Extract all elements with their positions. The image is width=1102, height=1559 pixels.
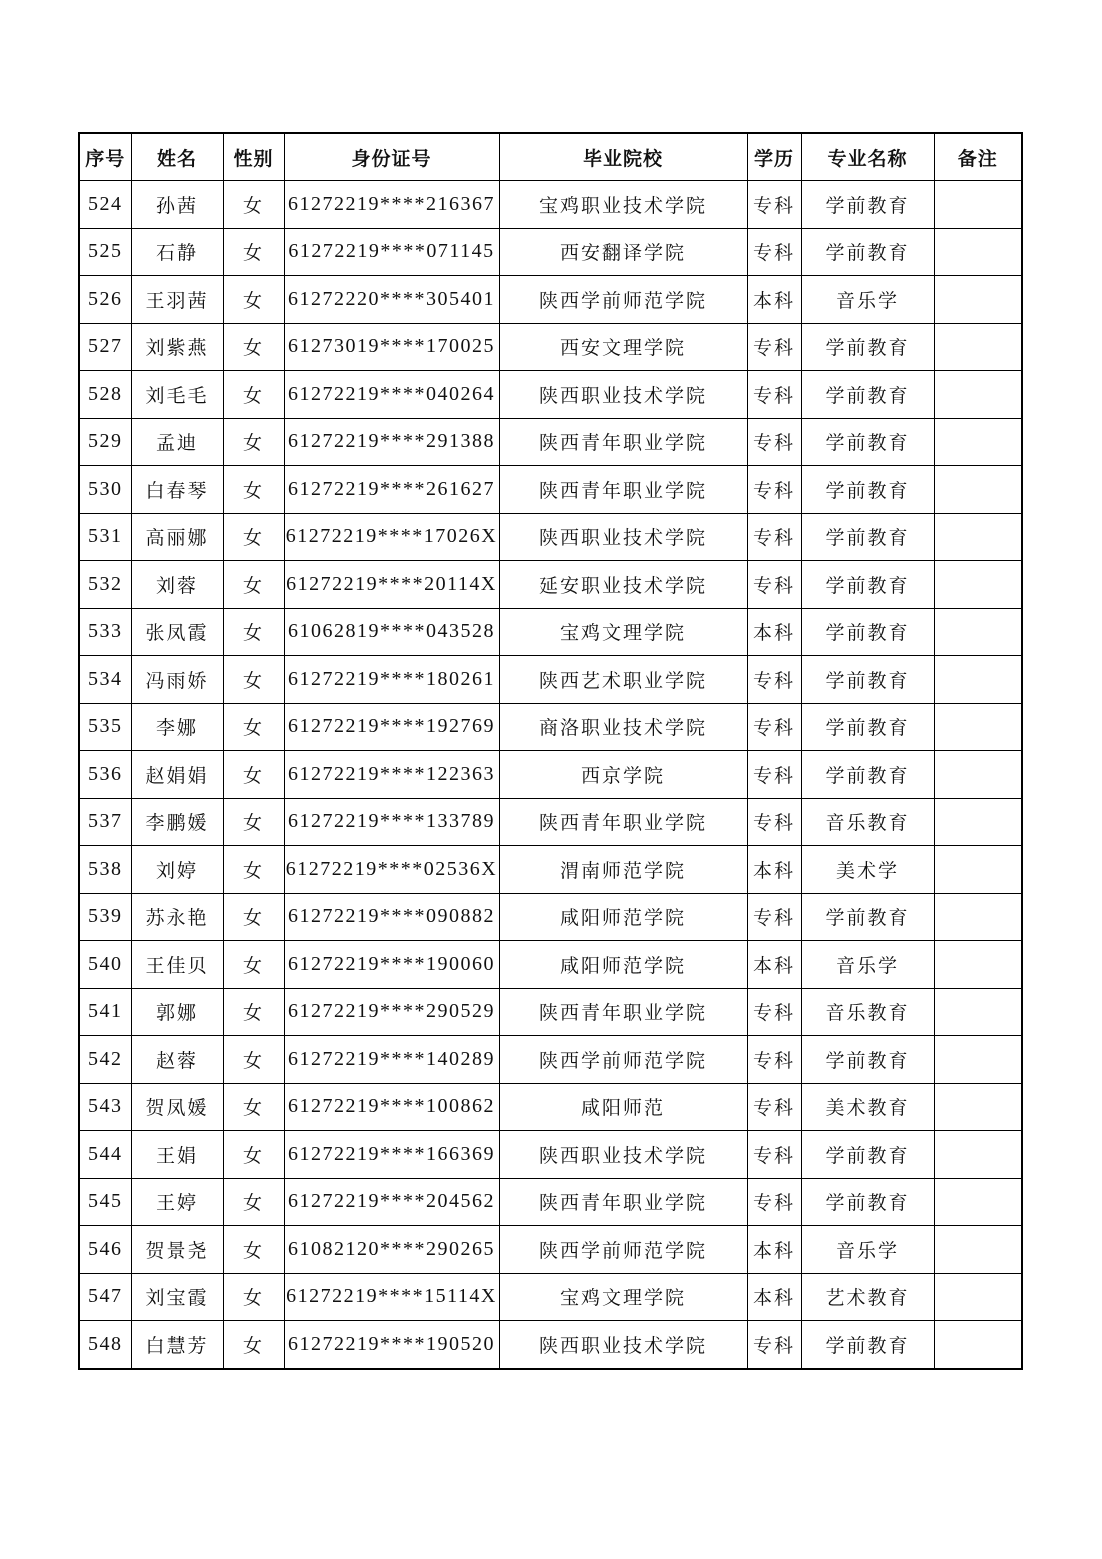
cell-major: 音乐学 (801, 1226, 934, 1274)
table-row (79, 798, 1022, 846)
cell-major: 学前教育 (801, 1178, 934, 1226)
cell-id-number: 61273019****170025 (284, 323, 499, 371)
cell-serial: 524 (79, 181, 131, 229)
cell-education: 本科 (747, 846, 801, 894)
cell-education: 专科 (747, 561, 801, 609)
cell-major: 学前教育 (801, 371, 934, 419)
table-row (79, 466, 1022, 514)
cell-school: 陕西职业技术学院 (499, 371, 747, 419)
cell-serial: 534 (79, 656, 131, 704)
cell-id-number: 61272219****071145 (284, 228, 499, 276)
cell-major: 学前教育 (801, 466, 934, 514)
cell-gender: 女 (223, 751, 284, 799)
cell-gender: 女 (223, 513, 284, 561)
cell-school: 陕西学前师范学院 (499, 276, 747, 324)
cell-gender: 女 (223, 941, 284, 989)
cell-major: 学前教育 (801, 751, 934, 799)
cell-remarks (934, 466, 1022, 514)
header-name: 姓名 (131, 133, 223, 181)
cell-education: 专科 (747, 893, 801, 941)
cell-name: 张凤霞 (131, 608, 223, 656)
cell-name: 贺景尧 (131, 1226, 223, 1274)
cell-education: 专科 (747, 1321, 801, 1369)
cell-name: 白春琴 (131, 466, 223, 514)
cell-name: 苏永艳 (131, 893, 223, 941)
cell-major: 学前教育 (801, 893, 934, 941)
cell-major: 学前教育 (801, 1131, 934, 1179)
cell-gender: 女 (223, 466, 284, 514)
cell-gender: 女 (223, 1178, 284, 1226)
table-row (79, 751, 1022, 799)
cell-education: 本科 (747, 1273, 801, 1321)
cell-remarks (934, 1178, 1022, 1226)
header-gender: 性别 (223, 133, 284, 181)
cell-education: 专科 (747, 323, 801, 371)
cell-name: 刘婷 (131, 846, 223, 894)
cell-major: 艺术教育 (801, 1273, 934, 1321)
table-row (79, 1226, 1022, 1274)
cell-gender: 女 (223, 561, 284, 609)
cell-major: 美术学 (801, 846, 934, 894)
cell-name: 刘蓉 (131, 561, 223, 609)
header-major: 专业名称 (801, 133, 934, 181)
header-id-number: 身份证号 (284, 133, 499, 181)
cell-serial: 531 (79, 513, 131, 561)
cell-gender: 女 (223, 893, 284, 941)
cell-serial: 529 (79, 418, 131, 466)
cell-major: 学前教育 (801, 228, 934, 276)
cell-name: 王婷 (131, 1178, 223, 1226)
cell-major: 学前教育 (801, 703, 934, 751)
cell-name: 李鹏媛 (131, 798, 223, 846)
cell-id-number: 61272220****305401 (284, 276, 499, 324)
table-row (79, 371, 1022, 419)
cell-school: 西安翻译学院 (499, 228, 747, 276)
cell-gender: 女 (223, 1321, 284, 1369)
cell-name: 刘毛毛 (131, 371, 223, 419)
cell-remarks (934, 1321, 1022, 1369)
cell-school: 陕西青年职业学院 (499, 1178, 747, 1226)
cell-education: 专科 (747, 798, 801, 846)
table-row (79, 1036, 1022, 1084)
cell-remarks (934, 276, 1022, 324)
cell-school: 宝鸡文理学院 (499, 608, 747, 656)
cell-id-number: 61062819****043528 (284, 608, 499, 656)
cell-id-number: 61272219****180261 (284, 656, 499, 704)
cell-school: 渭南师范学院 (499, 846, 747, 894)
cell-id-number: 61272219****133789 (284, 798, 499, 846)
cell-id-number: 61272219****100862 (284, 1083, 499, 1131)
cell-gender: 女 (223, 418, 284, 466)
cell-id-number: 61272219****20114X (284, 561, 499, 609)
roster-table (78, 132, 1023, 1370)
cell-education: 本科 (747, 608, 801, 656)
table-body (79, 181, 1022, 1369)
cell-name: 赵娟娟 (131, 751, 223, 799)
cell-id-number: 61272219****192769 (284, 703, 499, 751)
cell-gender: 女 (223, 1083, 284, 1131)
cell-serial: 532 (79, 561, 131, 609)
cell-serial: 542 (79, 1036, 131, 1084)
cell-remarks (934, 751, 1022, 799)
cell-serial: 545 (79, 1178, 131, 1226)
cell-name: 王娟 (131, 1131, 223, 1179)
table-header-row (79, 133, 1022, 181)
cell-education: 本科 (747, 276, 801, 324)
header-serial: 序号 (79, 133, 131, 181)
cell-serial: 547 (79, 1273, 131, 1321)
cell-remarks (934, 846, 1022, 894)
cell-remarks (934, 1273, 1022, 1321)
cell-education: 专科 (747, 466, 801, 514)
table-row (79, 1178, 1022, 1226)
table-row (79, 846, 1022, 894)
cell-name: 贺凤媛 (131, 1083, 223, 1131)
cell-id-number: 61272219****040264 (284, 371, 499, 419)
cell-gender: 女 (223, 371, 284, 419)
cell-school: 西京学院 (499, 751, 747, 799)
cell-education: 专科 (747, 703, 801, 751)
cell-gender: 女 (223, 228, 284, 276)
cell-id-number: 61272219****166369 (284, 1131, 499, 1179)
cell-remarks (934, 323, 1022, 371)
cell-education: 本科 (747, 1226, 801, 1274)
cell-id-number: 61272219****290529 (284, 988, 499, 1036)
cell-name: 刘紫燕 (131, 323, 223, 371)
table-row (79, 703, 1022, 751)
cell-school: 陕西青年职业学院 (499, 418, 747, 466)
cell-serial: 537 (79, 798, 131, 846)
cell-school: 陕西学前师范学院 (499, 1226, 747, 1274)
cell-serial: 536 (79, 751, 131, 799)
cell-id-number: 61272219****190060 (284, 941, 499, 989)
cell-id-number: 61272219****122363 (284, 751, 499, 799)
cell-school: 咸阳师范 (499, 1083, 747, 1131)
cell-school: 陕西青年职业学院 (499, 466, 747, 514)
table-row (79, 181, 1022, 229)
cell-gender: 女 (223, 703, 284, 751)
cell-id-number: 61272219****291388 (284, 418, 499, 466)
cell-remarks (934, 988, 1022, 1036)
table-row (79, 1131, 1022, 1179)
cell-remarks (934, 1131, 1022, 1179)
table-row (79, 418, 1022, 466)
cell-name: 郭娜 (131, 988, 223, 1036)
cell-id-number: 61272219****190520 (284, 1321, 499, 1369)
cell-remarks (934, 608, 1022, 656)
cell-school: 咸阳师范学院 (499, 941, 747, 989)
cell-remarks (934, 418, 1022, 466)
cell-remarks (934, 703, 1022, 751)
cell-school: 陕西青年职业学院 (499, 798, 747, 846)
cell-school: 西安文理学院 (499, 323, 747, 371)
cell-remarks (934, 561, 1022, 609)
cell-major: 学前教育 (801, 561, 934, 609)
cell-education: 专科 (747, 228, 801, 276)
table-row (79, 276, 1022, 324)
table-row (79, 656, 1022, 704)
cell-remarks (934, 656, 1022, 704)
cell-id-number: 61272219****17026X (284, 513, 499, 561)
table-row (79, 513, 1022, 561)
table-row (79, 988, 1022, 1036)
cell-major: 学前教育 (801, 1321, 934, 1369)
cell-gender: 女 (223, 1131, 284, 1179)
cell-gender: 女 (223, 1036, 284, 1084)
cell-major: 学前教育 (801, 608, 934, 656)
cell-school: 陕西艺术职业学院 (499, 656, 747, 704)
table-row (79, 941, 1022, 989)
cell-id-number: 61272219****15114X (284, 1273, 499, 1321)
cell-gender: 女 (223, 846, 284, 894)
cell-gender: 女 (223, 656, 284, 704)
cell-serial: 530 (79, 466, 131, 514)
cell-serial: 544 (79, 1131, 131, 1179)
cell-education: 专科 (747, 181, 801, 229)
cell-education: 专科 (747, 1178, 801, 1226)
cell-serial: 546 (79, 1226, 131, 1274)
cell-gender: 女 (223, 798, 284, 846)
cell-major: 学前教育 (801, 323, 934, 371)
cell-serial: 528 (79, 371, 131, 419)
cell-remarks (934, 893, 1022, 941)
header-remarks: 备注 (934, 133, 1022, 181)
cell-remarks (934, 1083, 1022, 1131)
header-education: 学历 (747, 133, 801, 181)
cell-major: 学前教育 (801, 1036, 934, 1084)
cell-education: 专科 (747, 988, 801, 1036)
cell-serial: 526 (79, 276, 131, 324)
cell-remarks (934, 798, 1022, 846)
cell-remarks (934, 228, 1022, 276)
header-school: 毕业院校 (499, 133, 747, 181)
cell-serial: 539 (79, 893, 131, 941)
cell-serial: 535 (79, 703, 131, 751)
table-row (79, 561, 1022, 609)
cell-remarks (934, 371, 1022, 419)
cell-name: 高丽娜 (131, 513, 223, 561)
cell-education: 专科 (747, 1083, 801, 1131)
cell-school: 陕西职业技术学院 (499, 1131, 747, 1179)
cell-school: 宝鸡文理学院 (499, 1273, 747, 1321)
cell-name: 石静 (131, 228, 223, 276)
cell-serial: 543 (79, 1083, 131, 1131)
cell-remarks (934, 1036, 1022, 1084)
cell-gender: 女 (223, 1273, 284, 1321)
cell-gender: 女 (223, 988, 284, 1036)
cell-school: 陕西职业技术学院 (499, 513, 747, 561)
cell-major: 音乐教育 (801, 988, 934, 1036)
cell-remarks (934, 513, 1022, 561)
cell-major: 学前教育 (801, 418, 934, 466)
cell-serial: 541 (79, 988, 131, 1036)
cell-major: 美术教育 (801, 1083, 934, 1131)
cell-gender: 女 (223, 276, 284, 324)
cell-education: 专科 (747, 418, 801, 466)
cell-major: 学前教育 (801, 513, 934, 561)
cell-name: 王羽茜 (131, 276, 223, 324)
cell-education: 专科 (747, 371, 801, 419)
cell-name: 赵蓉 (131, 1036, 223, 1084)
cell-gender: 女 (223, 181, 284, 229)
cell-id-number: 61082120****290265 (284, 1226, 499, 1274)
cell-school: 陕西学前师范学院 (499, 1036, 747, 1084)
cell-name: 冯雨娇 (131, 656, 223, 704)
cell-id-number: 61272219****261627 (284, 466, 499, 514)
cell-name: 白慧芳 (131, 1321, 223, 1369)
table-row (79, 608, 1022, 656)
cell-name: 孙茜 (131, 181, 223, 229)
table-row (79, 893, 1022, 941)
cell-education: 专科 (747, 1036, 801, 1084)
cell-school: 商洛职业技术学院 (499, 703, 747, 751)
table-row (79, 1273, 1022, 1321)
cell-serial: 525 (79, 228, 131, 276)
cell-remarks (934, 941, 1022, 989)
cell-education: 专科 (747, 751, 801, 799)
cell-id-number: 61272219****140289 (284, 1036, 499, 1084)
cell-serial: 548 (79, 1321, 131, 1369)
cell-school: 宝鸡职业技术学院 (499, 181, 747, 229)
table-row (79, 1321, 1022, 1369)
cell-name: 李娜 (131, 703, 223, 751)
cell-name: 王佳贝 (131, 941, 223, 989)
cell-serial: 533 (79, 608, 131, 656)
cell-gender: 女 (223, 608, 284, 656)
cell-major: 音乐学 (801, 941, 934, 989)
cell-remarks (934, 1226, 1022, 1274)
cell-remarks (934, 181, 1022, 229)
cell-id-number: 61272219****090882 (284, 893, 499, 941)
cell-education: 专科 (747, 513, 801, 561)
table-row (79, 228, 1022, 276)
cell-major: 音乐教育 (801, 798, 934, 846)
cell-gender: 女 (223, 323, 284, 371)
cell-school: 延安职业技术学院 (499, 561, 747, 609)
cell-school: 咸阳师范学院 (499, 893, 747, 941)
cell-id-number: 61272219****216367 (284, 181, 499, 229)
cell-name: 孟迪 (131, 418, 223, 466)
cell-major: 音乐学 (801, 276, 934, 324)
cell-education: 本科 (747, 941, 801, 989)
cell-id-number: 61272219****204562 (284, 1178, 499, 1226)
cell-major: 学前教育 (801, 181, 934, 229)
cell-major: 学前教育 (801, 656, 934, 704)
cell-serial: 538 (79, 846, 131, 894)
cell-serial: 527 (79, 323, 131, 371)
cell-school: 陕西职业技术学院 (499, 1321, 747, 1369)
cell-name: 刘宝霞 (131, 1273, 223, 1321)
cell-school: 陕西青年职业学院 (499, 988, 747, 1036)
cell-id-number: 61272219****02536X (284, 846, 499, 894)
cell-education: 专科 (747, 1131, 801, 1179)
cell-education: 专科 (747, 656, 801, 704)
table-row (79, 323, 1022, 371)
cell-serial: 540 (79, 941, 131, 989)
cell-gender: 女 (223, 1226, 284, 1274)
table-row (79, 1083, 1022, 1131)
